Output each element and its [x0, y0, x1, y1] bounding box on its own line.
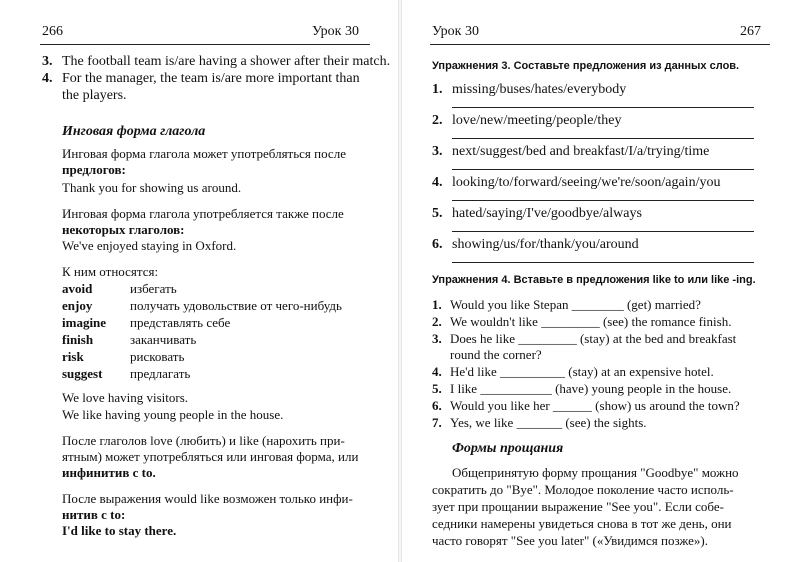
ex3-item-6-text: showing/us/for/thank/you/around — [452, 237, 639, 252]
right-page-number: 267 — [740, 24, 761, 39]
ex4-item-4-number: 4. — [432, 364, 442, 379]
item-4-number: 4. — [42, 71, 53, 86]
rule-2-line2: некоторых глаголов: — [62, 222, 185, 237]
ex4-item-2-text: We wouldn't like _________ (see) the romance finish. — [450, 314, 732, 329]
ex3-item-1-number: 1. — [432, 82, 443, 97]
exercise-3-title: Упражнения 3. Составьте предложения из данных слов. — [432, 60, 740, 72]
ex4-item-6-text: Would you like her ______ (show) us around the town? — [450, 398, 740, 413]
item-4-text: For the manager, the team is/are more important than — [62, 71, 360, 86]
exercise-4-title: Упражнения 4. Вставьте в предложения like to или like -ing. — [432, 274, 756, 286]
section-title-farewells: Формы прощания — [452, 441, 564, 456]
ex3-item-5-number: 5. — [432, 206, 443, 221]
right-lesson-header: Урок 30 — [432, 24, 479, 39]
ex4-item-5-text: I like ___________ (have) young people in the house. — [450, 381, 732, 396]
verb-en-risk: risk — [62, 349, 84, 364]
verb-ru-finish: заканчивать — [130, 332, 197, 347]
left-lesson-header: Урок 30 — [312, 24, 359, 39]
ex3-item-2-text: love/new/meeting/people/they — [452, 113, 622, 128]
farewell-para-line-5: часто говорят "See you later" («Увидимся позже»). — [432, 533, 709, 548]
verb-en-finish: finish — [62, 332, 94, 347]
example-love-having: We love having visitors. — [62, 390, 189, 405]
verb-en-enjoy: enjoy — [62, 298, 93, 313]
item-4-text-line2: the players. — [62, 88, 127, 103]
ex4-item-4-text: He'd like __________ (stay) at an expensive hotel. — [450, 364, 714, 379]
ex4-item-7-text: Yes, we like _______ (see) the sights. — [450, 415, 647, 430]
farewell-para-line-4: седники намерены увидеться снова в тот же день, они — [432, 516, 732, 531]
rule-3-line3: инфинитив с to. — [62, 465, 156, 480]
ex4-item-1-text: Would you like Stepan ________ (get) married? — [450, 297, 701, 312]
verb-en-imagine: imagine — [62, 315, 107, 330]
ex3-item-2-answer-line — [452, 138, 754, 139]
ex3-item-1-text: missing/buses/hates/everybody — [452, 82, 627, 97]
ex3-item-4-number: 4. — [432, 175, 443, 190]
ex3-item-3-text: next/suggest/bed and breakfast/I/a/trying/time — [452, 144, 710, 159]
ex3-item-6-number: 6. — [432, 237, 443, 252]
ex3-item-2-number: 2. — [432, 113, 443, 128]
rule-1-line2: предлогов: — [62, 162, 126, 177]
right-page — [400, 0, 800, 562]
item-3-number: 3. — [42, 54, 53, 69]
example-like-having: We like having young people in the house. — [62, 407, 284, 422]
right-header-rule — [430, 44, 770, 45]
rule-3-line2: ятным) может употребляться или инговая форма, или — [62, 449, 359, 464]
verb-ru-enjoy: получать удовольствие от чего-нибудь — [130, 298, 342, 313]
rule-1-example: Thank you for showing us around. — [62, 180, 242, 195]
verb-en-avoid: avoid — [62, 281, 93, 296]
ex3-item-6-answer-line — [452, 262, 754, 263]
left-page-number: 266 — [42, 24, 63, 39]
rule-4-example: I'd like to stay there. — [62, 523, 177, 538]
verb-ru-imagine: представлять себе — [130, 315, 231, 330]
verb-ru-avoid: избегать — [130, 281, 177, 296]
item-3-text: The football team is/are having a shower after their match. — [62, 54, 391, 69]
rule-2-line1: Инговая форма глагола употребляется также после — [62, 206, 344, 221]
ex3-item-5-answer-line — [452, 231, 754, 232]
ex4-item-5-number: 5. — [432, 381, 442, 396]
farewell-para-line-3: зует при прощании выражение "See you". Если собе- — [432, 499, 724, 514]
ex3-item-5-text: hated/saying/I've/goodbye/always — [452, 206, 642, 221]
section-title-ing-form: Инговая форма глагола — [62, 124, 206, 139]
verb-ru-risk: рисковать — [130, 349, 185, 364]
ex4-item-1-number: 1. — [432, 297, 442, 312]
verb-ru-suggest: предлагать — [130, 366, 191, 381]
ex4-item-7-number: 7. — [432, 415, 442, 430]
rule-4-line2: нитив с to: — [62, 507, 126, 522]
ex4-item-3-text: Does he like _________ (stay) at the bed and breakfast — [450, 331, 737, 346]
verbs-list-intro: К ним относятся: — [62, 264, 159, 279]
rule-1-line1: Инговая форма глагола может употребляться после — [62, 146, 346, 161]
ex3-item-4-answer-line — [452, 200, 754, 201]
ex3-item-1-answer-line — [452, 107, 754, 108]
rule-4-line1: После выражения would like возможен только инфи- — [62, 491, 353, 506]
rule-3-line1: После глаголов love (любить) и like (нарохить при- — [62, 433, 345, 448]
ex4-item-2-number: 2. — [432, 314, 442, 329]
ex3-item-3-answer-line — [452, 169, 754, 170]
ex4-item-3-number: 3. — [432, 331, 442, 346]
verb-en-suggest: suggest — [62, 366, 103, 381]
ex4-item-6-number: 6. — [432, 398, 442, 413]
rule-2-example: We've enjoyed staying in Oxford. — [62, 238, 237, 253]
left-header-rule — [40, 44, 370, 45]
farewell-para-line-2: сократить до "Bye". Молодое поколение часто исполь- — [432, 482, 734, 497]
ex4-item-3-text-line2: round the corner? — [450, 347, 542, 362]
ex3-item-4-text: looking/to/forward/seeing/we're/soon/again/you — [452, 175, 721, 190]
farewell-para-line-1: Общепринятую форму прощания "Goodbye" можно — [452, 465, 739, 480]
ex3-item-3-number: 3. — [432, 144, 443, 159]
